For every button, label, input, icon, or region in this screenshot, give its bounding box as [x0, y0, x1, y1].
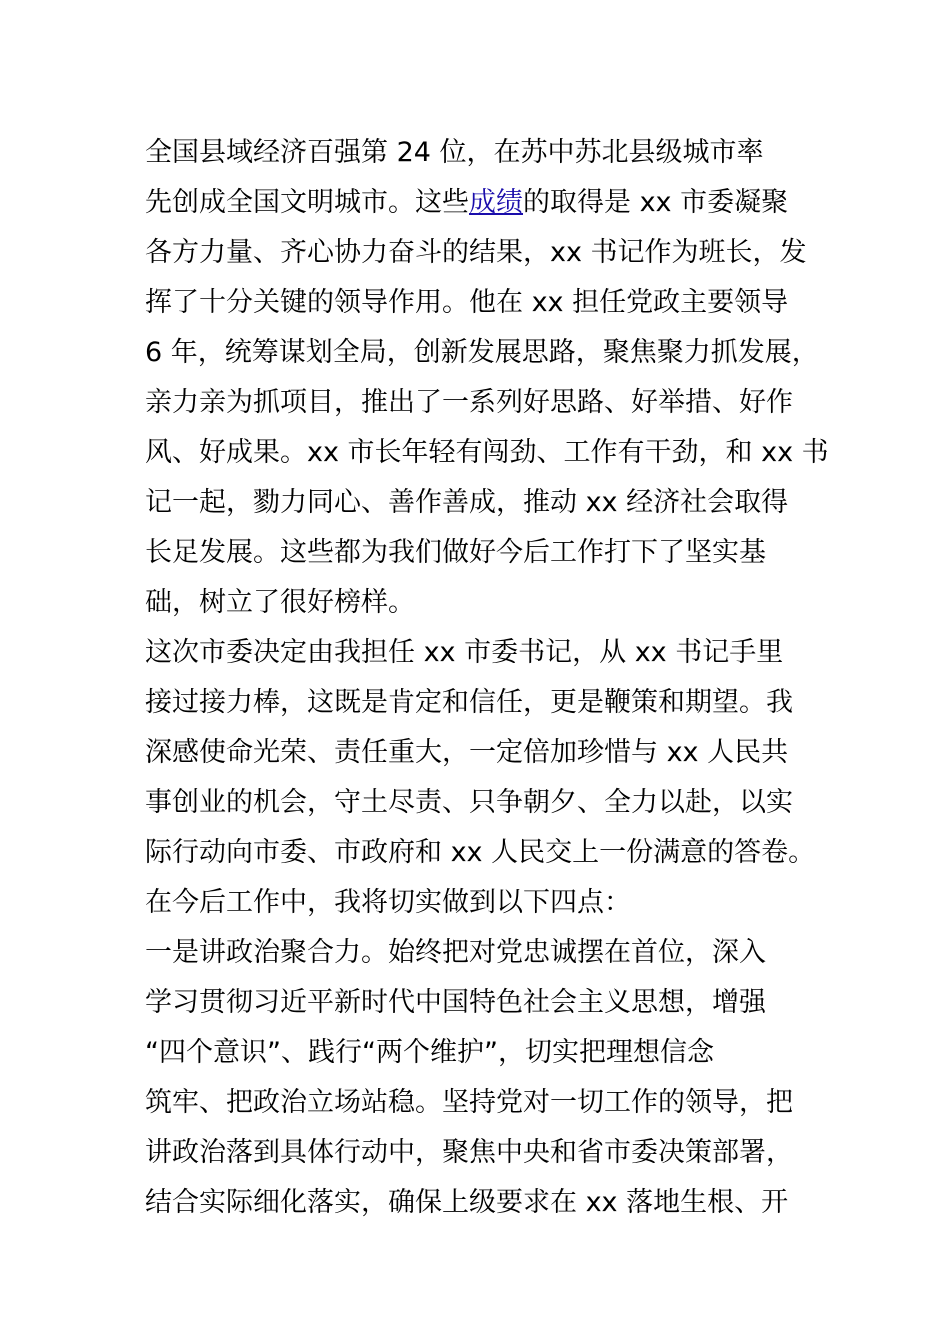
text-line: 全国县域经济百强第 24 位，在苏中苏北县级城市率	[145, 137, 764, 168]
achievement-link[interactable]: 成绩	[469, 187, 523, 218]
text-line: 筑牢、把政治立场站稳。坚持党对一切工作的领导，把	[145, 1087, 793, 1118]
text-line: 在今后工作中，我将切实做到以下四点：	[145, 887, 631, 918]
text-line: 挥了十分关键的领导作用。他在 xx 担任党政主要领导	[145, 287, 789, 318]
text-line: 风、好成果。xx 市长年轻有闯劲、工作有干劲，和 xx 书	[145, 437, 829, 468]
text-line: 一是讲政治聚合力。始终把对党忠诚摆在首位，深入	[145, 937, 766, 968]
text-line: 先创成全国文明城市。这些成绩的取得是 xx 市委凝聚	[145, 187, 789, 218]
text-line: 事创业的机会，守土尽责、只争朝夕、全力以赴，以实	[145, 787, 793, 818]
text-line: 础，树立了很好榜样。	[145, 587, 415, 618]
text-line: 各方力量、齐心协力奋斗的结果，xx 书记作为班长，发	[145, 237, 807, 268]
body-text	[145, 128, 845, 1228]
text-line: 讲政治落到具体行动中，聚焦中央和省市委决策部署，	[145, 1137, 793, 1168]
text-line: 学习贯彻习近平新时代中国特色社会主义思想，增强	[145, 987, 766, 1018]
text-line: 长足发展。这些都为我们做好今后工作打下了坚实基	[145, 537, 766, 568]
text-line: 这次市委决定由我担任 xx 市委书记，从 xx 书记手里	[145, 637, 784, 668]
text-line: “四个意识”、践行“两个维护”，切实把理想信念	[145, 1037, 714, 1068]
text-line: 记一起，勠力同心、善作善成，推动 xx 经济社会取得	[145, 487, 789, 518]
text-line: 亲力亲为抓项目，推出了一系列好思路、好举措、好作	[145, 387, 793, 418]
text-line: 结合实际细化落实，确保上级要求在 xx 落地生根、开	[145, 1187, 789, 1218]
text-line: 接过接力棒，这既是肯定和信任，更是鞭策和期望。我	[145, 687, 793, 718]
text-line: 深感使命光荣、责任重大，一定倍加珍惜与 xx 人民共	[145, 737, 789, 768]
text-line: 6 年，统筹谋划全局，创新发展思路，聚焦聚力抓发展，	[145, 337, 819, 368]
text-line: 际行动向市委、市政府和 xx 人民交上一份满意的答卷。	[145, 837, 816, 868]
